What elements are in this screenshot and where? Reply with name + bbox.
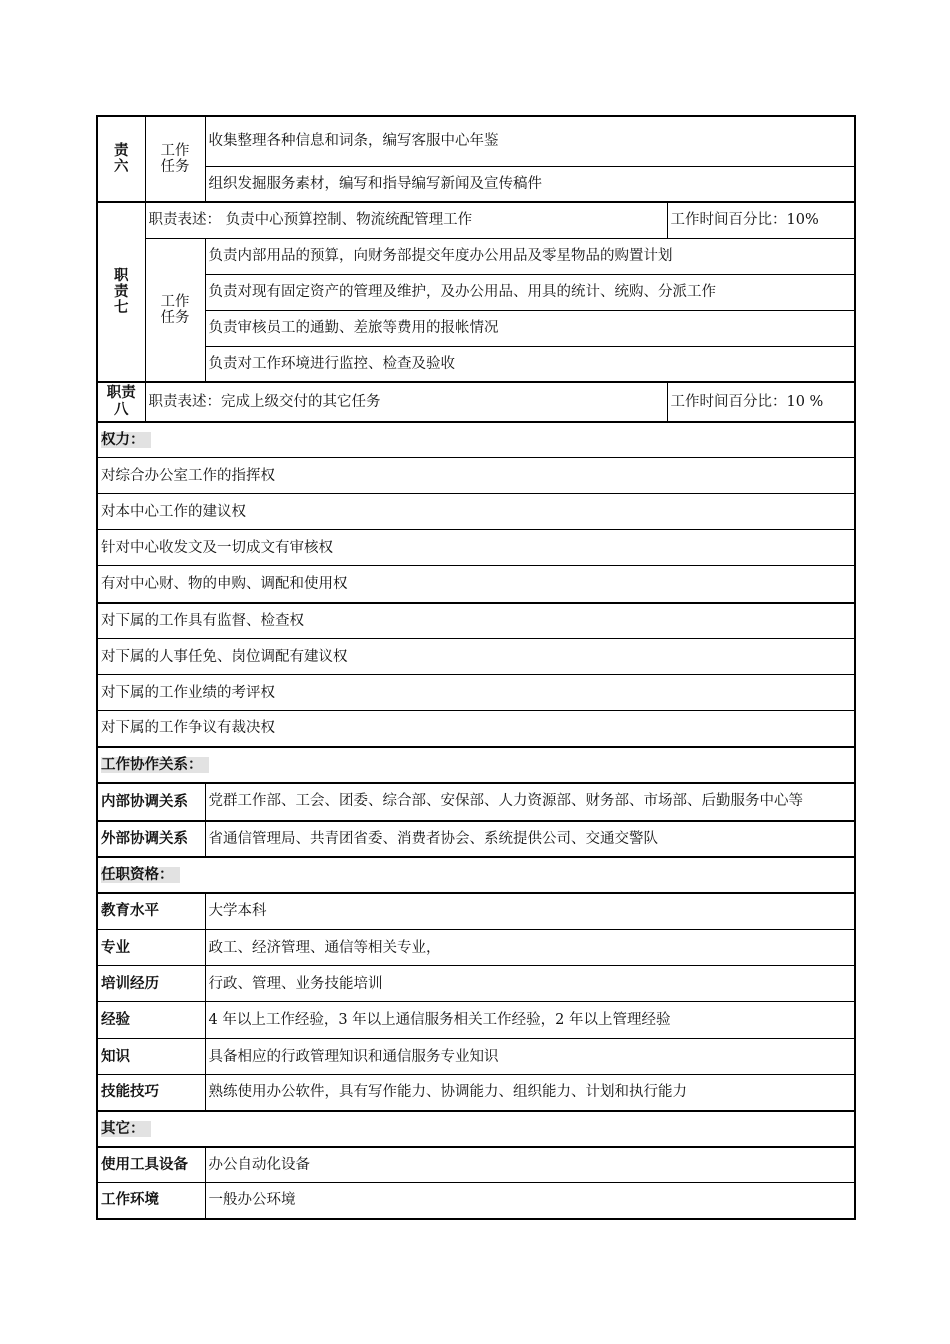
authority-item-6: 对下属的人事任免、岗位调配有建议权 [97,639,855,675]
qualification-value-knowledge: 具备相应的行政管理知识和通信服务专业知识 [205,1039,855,1075]
qualification-value-skills: 熟练使用办公软件，具有写作能力、协调能力、组织能力、计划和执行能力 [205,1075,855,1111]
duty7-task-4: 负责对工作环境进行监控、检查及验收 [205,346,855,382]
qualification-row [97,893,855,930]
duty6-task-row [97,116,855,166]
qualification-row [97,1002,855,1039]
qualification-heading: 任职资格： [101,867,180,883]
duty6-task-1: 收集整理各种信息和词条，编写客服中心年鉴 [205,116,855,166]
duty7-task-row [97,310,855,346]
authority-item [97,566,855,603]
authority-heading: 权力： [101,432,151,448]
duty7-task-row [97,274,855,310]
authority-item-1: 对综合办公室工作的指挥权 [97,458,855,494]
authority-item-4: 有对中心财、物的申购、调配和使用权 [97,566,855,603]
authority-item [97,458,855,494]
qualification-label-skills: 技能技巧 [97,1075,205,1111]
qualification-row [97,930,855,966]
duty8-row [97,382,855,422]
other-value-tools: 办公自动化设备 [205,1147,855,1183]
other-heading: 其它： [101,1121,151,1137]
qualification-heading-row [97,857,855,893]
internal-cooperation-value: 党群工作部、工会、团委、综合部、安保部、人力资源部、财务部、市场部、后勤服务中心等 [205,783,855,821]
qualification-value-experience: 4 年以上工作经验，3 年以上通信服务相关工作经验，2 年以上管理经验 [205,1002,855,1039]
qualification-value-training: 行政、管理、业务技能培训 [205,966,855,1002]
duty6-task-2: 组织发掘服务素材，编写和指导编写新闻及宣传稿件 [205,166,855,202]
other-value-environment: 一般办公环境 [205,1183,855,1219]
duty6-label: 责 六 [97,116,145,202]
other-row [97,1147,855,1183]
qualification-value-education: 大学本科 [205,893,855,930]
qualification-row [97,966,855,1002]
qualification-label-major: 专业 [97,930,205,966]
duty6-task-row [97,166,855,202]
qualification-value-major: 政工、经济管理、通信等相关专业， [205,930,855,966]
duty7-task-2: 负责对现有固定资产的管理及维护，及办公用品、用具的统计、统购、分派工作 [205,274,855,310]
cooperation-heading-row [97,747,855,783]
authority-item [97,530,855,566]
duty7-task-3: 负责审核员工的通勤、差旅等费用的报帐情况 [205,310,855,346]
job-description-table [96,115,856,1220]
other-label-tools: 使用工具设备 [97,1147,205,1183]
qualification-row [97,1075,855,1111]
duty7-task-label: 工作 任务 [145,238,205,382]
authority-item [97,494,855,530]
authority-item-2: 对本中心工作的建议权 [97,494,855,530]
other-row [97,1183,855,1219]
external-cooperation-label: 外部协调关系 [97,821,205,857]
duty7-task-row [97,346,855,382]
duty7-time-percent: 工作时间百分比：10% [667,202,855,238]
duty8-label: 职责 八 [97,382,145,422]
other-heading-row [97,1111,855,1147]
authority-item-8: 对下属的工作争议有裁决权 [97,711,855,747]
duty7-task-row [97,238,855,274]
qualification-label-knowledge: 知识 [97,1039,205,1075]
duty7-label: 职 责 七 [97,202,145,382]
authority-item-5: 对下属的工作具有监督、检查权 [97,603,855,639]
duty8-time-percent: 工作时间百分比：10 % [667,382,855,422]
external-cooperation-value: 省通信管理局、共青团省委、消费者协会、系统提供公司、交通交警队 [205,821,855,857]
authority-item [97,675,855,711]
duty6-task-label: 工作 任务 [145,116,205,202]
qualification-row [97,1039,855,1075]
internal-cooperation-row [97,783,855,821]
job-description-document [96,115,854,1220]
cooperation-heading: 工作协作关系： [101,757,209,773]
authority-item-7: 对下属的工作业绩的考评权 [97,675,855,711]
duty7-description-row [97,202,855,238]
qualification-label-experience: 经验 [97,1002,205,1039]
qualification-label-education: 教育水平 [97,893,205,930]
authority-heading-row [97,422,855,458]
external-cooperation-row [97,821,855,857]
duty8-description: 职责表述：完成上级交付的其它任务 [145,382,667,422]
duty7-task-1: 负责内部用品的预算，向财务部提交年度办公用品及零星物品的购置计划 [205,238,855,274]
authority-item [97,711,855,747]
authority-item [97,603,855,639]
internal-cooperation-label: 内部协调关系 [97,783,205,821]
authority-item [97,639,855,675]
other-label-environment: 工作环境 [97,1183,205,1219]
duty7-description: 职责表述： 负责中心预算控制、物流统配管理工作 [145,202,667,238]
qualification-label-training: 培训经历 [97,966,205,1002]
authority-item-3: 针对中心收发文及一切成文有审核权 [97,530,855,566]
